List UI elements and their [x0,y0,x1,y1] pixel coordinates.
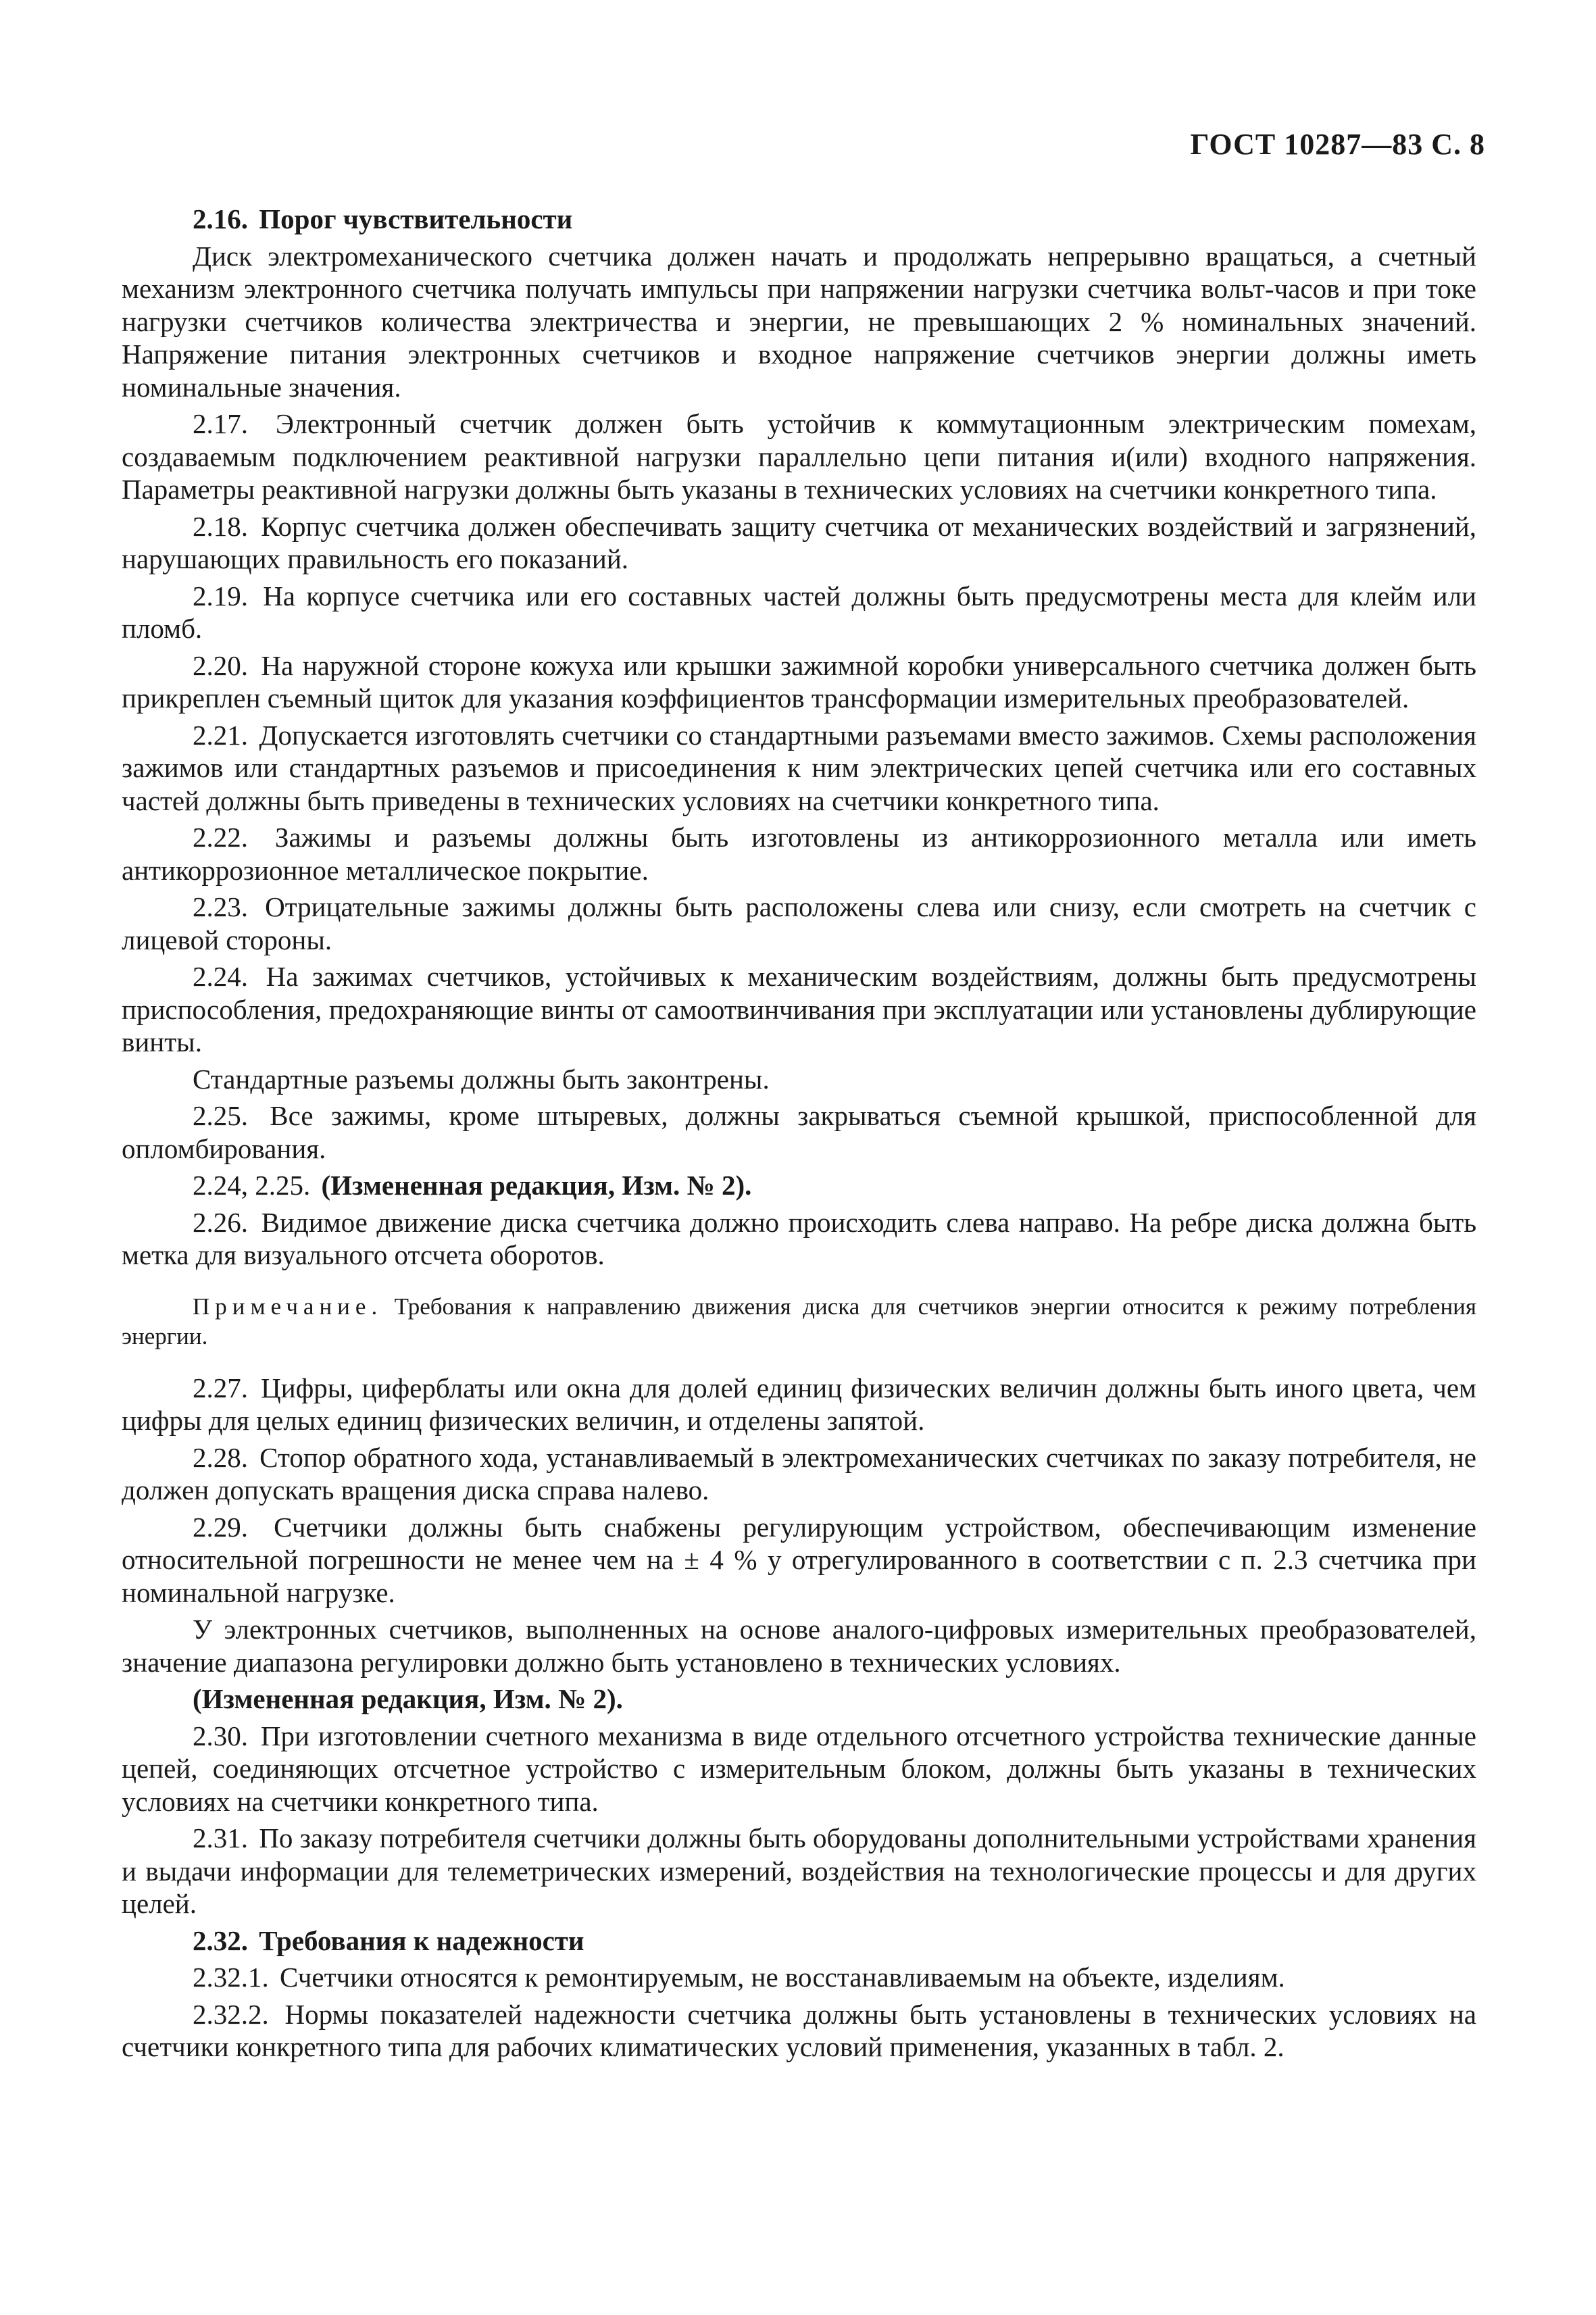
paragraph: Стандартные разъемы должны быть законтрены. [193,1063,770,1095]
section-title: Требования к надежности [259,1924,584,1956]
paragraph: У электронных счетчиков, выполненных на основе аналого-цифровых измерительных преобразователей, значение диапазона регулировки должно быть установлено в технических условиях. [122,1614,1476,1678]
section-text: На зажимах счетчиков, устойчивых к механическим воздействиям, должны быть предусмотрены приспособления, предохраняющие винты от самоотвинчивания при эксплуатации или установлены дублирующие винты. [122,961,1476,1057]
section-text: Электронный счетчик должен быть устойчив к коммутационным электрическим помехам, создаваемым подключением реактивной нагрузки параллельно цепи питания и(или) входного напряжения. Параметры реактивной нагрузки должны быть указаны в технических условиях на счетчики конкретного типа. [122,408,1477,505]
section-2-24 [122,960,1476,1059]
section-text: Все зажимы, кроме штыревых, должны закрываться съемной крышкой, приспособленной для опломбирования. [122,1100,1477,1164]
section-title: Порог чувствительности [259,203,573,234]
section-number: 2.20. [193,649,248,681]
section-text: На корпусе счетчика или его составных частей должны быть предусмотрены места для клейм или пломб. [122,580,1477,644]
section-2-26 [122,1206,1476,1272]
note-text: Требования к направлению движения диска для счетчиков энергии относится к режиму потребления энергии. [122,1293,1477,1349]
section-text: Счетчики должны быть снабжены регулирующим устройством, обеспечивающим изменение относительной погрешности не менее чем на ± 4 % у отрегулированного в соответствии с п. 2.3 счетчика при номинальной нагрузке. [122,1511,1476,1608]
section-number: 2.27. [193,1372,248,1403]
section-text: На наружной стороне кожуха или крышки зажимной коробки универсального счетчика должен быть прикреплен съемный щиток для указания коэффициентов трансформации измерительных преобразователей. [122,649,1476,714]
section-2-28 [122,1441,1476,1507]
section-number: 2.17. [193,408,248,439]
section-number: 2.28. [193,1441,248,1473]
section-number: 2.24, 2.25. [193,1170,311,1201]
section-2-17 [122,407,1476,506]
section-2-32-heading [122,1924,1476,1958]
section-text: Нормы показателей надежности счетчика должны быть установлены в технических условиях на счетчики конкретного типа для рабочих климатических условий применения, указанных в табл. 2. [122,1998,1477,2062]
section-text: Стопор обратного хода, устанавливаемый в электромеханических счетчиках по заказу потребителя, не должен допускать вращения диска справа налево. [122,1441,1477,1505]
section-text: Цифры, циферблаты или окна для долей единиц физических величин должны быть иного цвета, чем цифры для целых единиц физических величин, и отделены запятой. [122,1372,1476,1436]
section-2-20 [122,649,1476,715]
section-2-22 [122,821,1476,887]
section-text: Допускается изготовлять счетчики со стандартными разъемами вместо зажимов. Схемы расположения зажимов или стандартных разъемов и присоединения к ним электрических цепей счетчика или его составных частей должны быть приведены в технических условиях на счетчики конкретного типа. [122,719,1476,816]
section-text: Отрицательные зажимы должны быть расположены слева или снизу, если смотреть на счетчик с лицевой стороны. [122,891,1476,955]
section-number: 2.24. [193,961,248,992]
section-text: Счетчики относятся к ремонтируемым, не восстанавливаемым на объекте, изделиям. [280,1962,1285,1993]
paragraph: Диск электромеханического счетчика должен начать и продолжать непрерывно вращаться, а счетный механизм электронного счетчика получать импульсы при напряжении нагрузки счетчика вольт-часов и при токе нагрузки счетчиков количества электричества и энергии, не превышающих 2 % номинальных значений. Напряжение питания электронных счетчиков и входное напряжение счетчиков энергии должны иметь номинальные значения. [122,240,1476,403]
section-text: При изготовлении счетного механизма в виде отдельного отсчетного устройства технические данные цепей, соединяющих отсчетное устройство с измерительным блоком, должны быть указаны в технических условиях на счетчики конкретного типа. [122,1720,1477,1817]
section-2-30 [122,1720,1476,1818]
section-number: 2.29. [193,1511,248,1543]
section-number: 2.32. [193,1924,248,1956]
section-number: 2.26. [193,1206,248,1238]
section-text: Зажимы и разъемы должны быть изготовлены из антикоррозионного металла или иметь антикоррозионное металлическое покрытие. [122,822,1476,886]
section-2-21 [122,719,1476,818]
section-2-29 [122,1511,1476,1610]
amendment-text: (Измененная редакция, Изм. № 2). [321,1170,752,1201]
section-text: Видимое движение диска счетчика должно происходить слева направо. На ребре диска должна быть метка для визуального отсчета оборотов. [122,1206,1477,1270]
section-text: По заказу потребителя счетчики должны быть оборудованы дополнительными устройствами хранения и выдачи информации для телеметрических измерений, воздействия на технологические процессы и для других целей. [122,1822,1477,1919]
section-2-16-heading [122,203,1476,236]
document-body [122,203,1476,2068]
section-number: 2.18. [193,510,248,542]
section-number: 2.32.1. [193,1962,269,1993]
section-number: 2.22. [193,822,248,853]
page-header: ГОСТ 10287—83 С. 8 [1190,128,1485,161]
section-number: 2.31. [193,1822,248,1853]
section-2-18 [122,510,1476,576]
amendment-note: (Измененная редакция, Изм. № 2). [193,1683,623,1714]
section-number: 2.21. [193,719,248,751]
section-number: 2.30. [193,1720,248,1751]
section-2-23 [122,891,1476,956]
section-number: 2.32.2. [193,1998,269,2030]
section-number: 2.16. [193,203,248,234]
section-text: Корпус счетчика должен обеспечивать защиту счетчика от механических воздействий и загрязнений, нарушающих правильность его показаний. [122,510,1476,574]
section-2-25 [122,1099,1476,1165]
section-2-19 [122,580,1476,645]
section-number: 2.23. [193,891,248,922]
section-number: 2.19. [193,580,248,612]
section-2-32-1 [122,1961,1476,1994]
note-label: Примечание. [193,1293,383,1320]
footnote [122,1292,1476,1351]
section-2-32-2 [122,1998,1476,2064]
amendment-note [122,1169,1476,1202]
section-2-27 [122,1372,1476,1437]
section-number: 2.25. [193,1100,248,1131]
section-2-31 [122,1822,1476,1920]
